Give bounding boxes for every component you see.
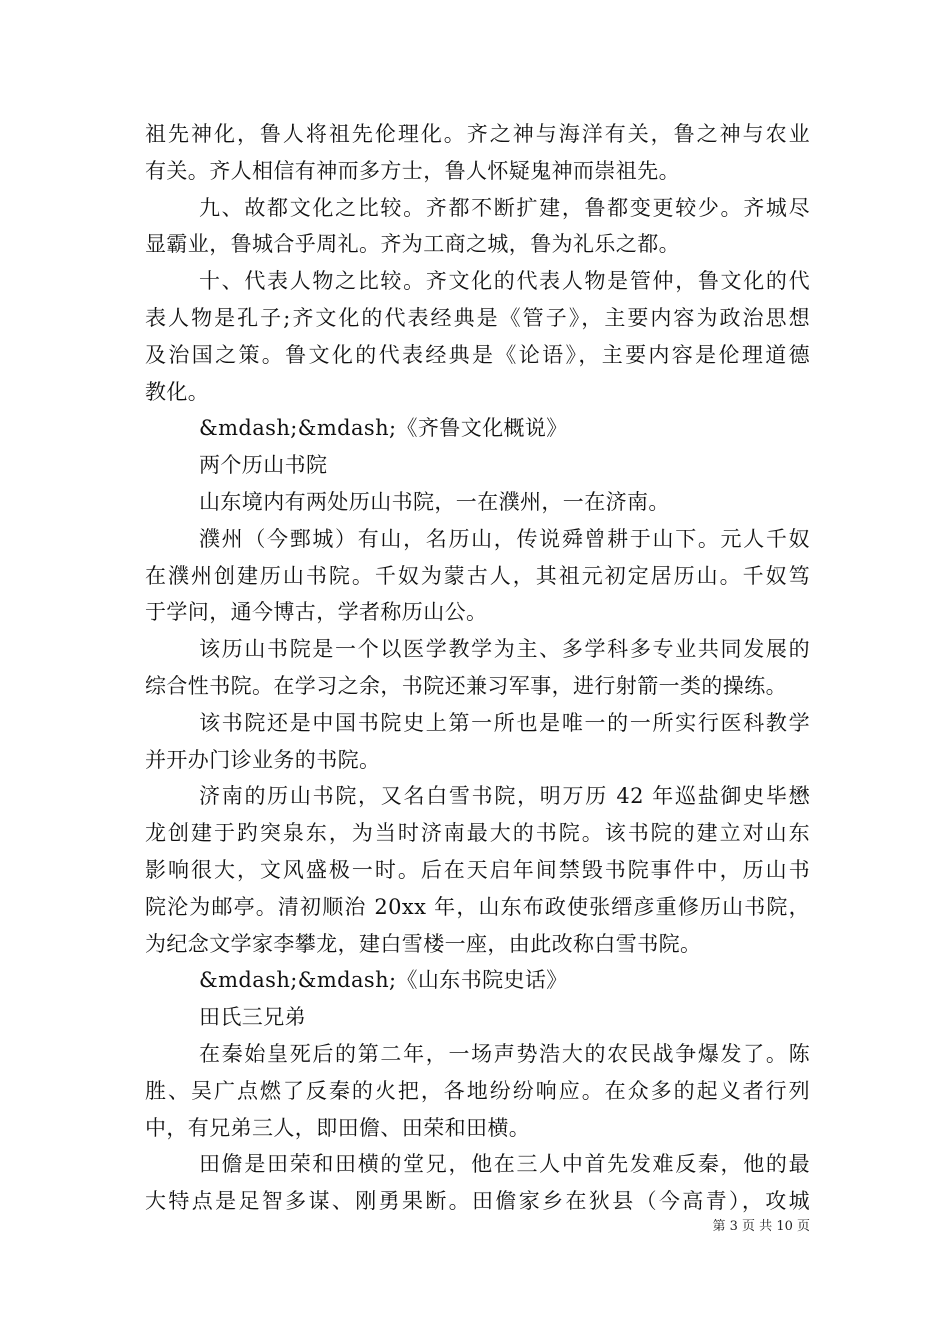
text-line: 院沦为邮亭。清初顺治 20xx 年，山东布政使张缙彦重修历山书院，	[145, 894, 810, 919]
text-line: 该书院还是中国书院史上第一所也是唯一的一所实行医科教学	[199, 710, 810, 735]
text-line: 中，有兄弟三人，即田儋、田荣和田横。	[145, 1115, 531, 1140]
page-footer: 第 3 页 共 10 页	[712, 1219, 810, 1234]
text-line: 在秦始皇死后的第二年，一场声势浩大的农民战争爆发了。陈	[199, 1041, 810, 1066]
text-line: 有关。齐人相信有神而多方士，鲁人怀疑鬼神而崇祖先。	[145, 158, 680, 183]
text-line: 表人物是孔子;齐文化的代表经典是《管子》，主要内容为政治思想	[145, 305, 810, 330]
text-line: 山东境内有两处历山书院，一在濮州，一在济南。	[199, 489, 670, 514]
text-line: 在濮州创建历山书院。千奴为蒙古人，其祖元初定居历山。千奴笃	[145, 563, 810, 588]
text-line: 胜、吴广点燃了反秦的火把，各地纷纷响应。在众多的起义者行列	[145, 1078, 810, 1103]
text-line: 濮州（今鄄城）有山，名历山，传说舜曾耕于山下。元人千奴	[199, 526, 810, 551]
text-line: 影响很大，文风盛极一时。后在天启年间禁毁书院事件中，历山书	[145, 857, 810, 882]
text-line: 为纪念文学家李攀龙，建白雪楼一座，由此改称白雪书院。	[145, 931, 702, 956]
text-line: 大特点是足智多谋、刚勇果断。田儋家乡在狄县（今高青），攻城	[145, 1189, 810, 1214]
text-line: 济南的历山书院，又名白雪书院，明万历 42 年巡盐御史毕懋	[199, 784, 810, 809]
text-line: 祖先神化，鲁人将祖先伦理化。齐之神与海洋有关，鲁之神与农业	[145, 122, 810, 146]
text-line: 综合性书院。在学习之余，书院还兼习军事，进行射箭一类的操练。	[145, 673, 787, 698]
document-body	[145, 116, 810, 1220]
text-line: 田儋是田荣和田横的堂兄，他在三人中首先发难反秦，他的最	[199, 1152, 810, 1177]
text-line: 龙创建于趵突泉东，为当时济南最大的书院。该书院的建立对山东	[145, 821, 810, 846]
text-line: 于学问，通今博古，学者称历山公。	[145, 600, 488, 625]
text-line: 并开办门诊业务的书院。	[145, 747, 381, 772]
text-line: 及治国之策。鲁文化的代表经典是《论语》，主要内容是伦理道德	[145, 342, 810, 367]
section-heading: 两个历山书院	[199, 453, 328, 478]
source-citation: &mdash;&mdash;《山东书院史话》	[199, 968, 568, 993]
text-line: 该历山书院是一个以医学教学为主、多学科多专业共同发展的	[199, 637, 810, 662]
text-line: 十、代表人物之比较。齐文化的代表人物是管仲，鲁文化的代	[199, 269, 810, 294]
text-line: 显霸业，鲁城合乎周礼。齐为工商之城，鲁为礼乐之都。	[145, 232, 680, 257]
text-line: 九、故都文化之比较。齐都不断扩建，鲁都变更较少。齐城尽	[199, 195, 810, 220]
text-line: 教化。	[145, 379, 210, 404]
section-heading: 田氏三兄弟	[199, 1005, 306, 1030]
source-citation: &mdash;&mdash;《齐鲁文化概说》	[199, 416, 568, 441]
